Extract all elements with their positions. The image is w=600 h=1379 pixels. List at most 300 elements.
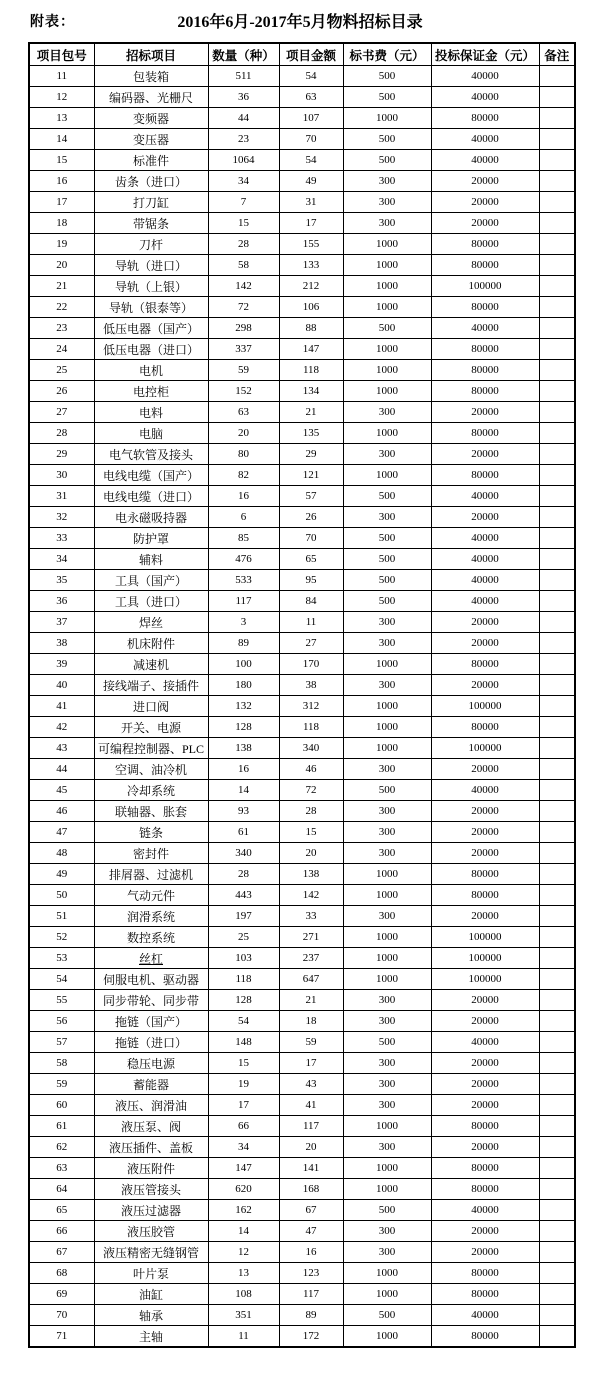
note-cell [539, 423, 575, 444]
note-cell [539, 87, 575, 108]
deposit-cell: 40000 [431, 1200, 539, 1221]
item-name-cell: 伺服电机、驱动器 [94, 969, 208, 990]
note-cell [539, 780, 575, 801]
note-cell [539, 612, 575, 633]
quantity-cell: 533 [208, 570, 279, 591]
deposit-cell: 80000 [431, 885, 539, 906]
item-name-cell: 导轨（进口） [94, 255, 208, 276]
package-no-cell: 35 [29, 570, 94, 591]
column-header: 项目包号 [29, 43, 94, 66]
deposit-cell: 100000 [431, 927, 539, 948]
amount-cell: 65 [279, 549, 343, 570]
note-cell [539, 66, 575, 87]
note-cell [539, 885, 575, 906]
deposit-cell: 80000 [431, 1179, 539, 1200]
fee-cell: 300 [343, 1053, 431, 1074]
column-header: 备注 [539, 43, 575, 66]
deposit-cell: 80000 [431, 1263, 539, 1284]
deposit-cell: 40000 [431, 1032, 539, 1053]
table-row [29, 612, 575, 633]
deposit-cell: 40000 [431, 150, 539, 171]
quantity-cell: 61 [208, 822, 279, 843]
deposit-cell: 20000 [431, 1242, 539, 1263]
note-cell [539, 717, 575, 738]
amount-cell: 168 [279, 1179, 343, 1200]
fee-cell: 1000 [343, 696, 431, 717]
table-row [29, 1179, 575, 1200]
deposit-cell: 20000 [431, 843, 539, 864]
item-name-cell: 工具（国产） [94, 570, 208, 591]
quantity-cell: 117 [208, 591, 279, 612]
quantity-cell: 197 [208, 906, 279, 927]
quantity-cell: 59 [208, 360, 279, 381]
fee-cell: 1000 [343, 108, 431, 129]
package-no-cell: 37 [29, 612, 94, 633]
quantity-cell: 128 [208, 717, 279, 738]
amount-cell: 107 [279, 108, 343, 129]
note-cell [539, 633, 575, 654]
item-name-cell: 电料 [94, 402, 208, 423]
fee-cell: 1000 [343, 1116, 431, 1137]
note-cell [539, 696, 575, 717]
column-header: 投标保证金（元） [431, 43, 539, 66]
package-no-cell: 25 [29, 360, 94, 381]
package-no-cell: 42 [29, 717, 94, 738]
amount-cell: 26 [279, 507, 343, 528]
appendix-label: 附表： [30, 15, 75, 30]
item-name-cell: 拖链（国产） [94, 1011, 208, 1032]
fee-cell: 1000 [343, 717, 431, 738]
amount-cell: 28 [279, 801, 343, 822]
note-cell [539, 276, 575, 297]
quantity-cell: 15 [208, 213, 279, 234]
item-name-cell: 可编程控制器、PLC [94, 738, 208, 759]
fee-cell: 300 [343, 612, 431, 633]
item-name-cell: 工具（进口） [94, 591, 208, 612]
amount-cell: 29 [279, 444, 343, 465]
package-no-cell: 46 [29, 801, 94, 822]
table-row [29, 1305, 575, 1326]
note-cell [539, 108, 575, 129]
package-no-cell: 40 [29, 675, 94, 696]
deposit-cell: 20000 [431, 402, 539, 423]
amount-cell: 133 [279, 255, 343, 276]
deposit-cell: 20000 [431, 1137, 539, 1158]
package-no-cell: 11 [29, 66, 94, 87]
table-row [29, 591, 575, 612]
amount-cell: 11 [279, 612, 343, 633]
deposit-cell: 80000 [431, 1326, 539, 1348]
fee-cell: 500 [343, 486, 431, 507]
table-row [29, 129, 575, 150]
deposit-cell: 80000 [431, 1116, 539, 1137]
table-row [29, 66, 575, 87]
quantity-cell: 11 [208, 1326, 279, 1348]
deposit-cell: 20000 [431, 1053, 539, 1074]
amount-cell: 43 [279, 1074, 343, 1095]
table-row [29, 150, 575, 171]
package-no-cell: 43 [29, 738, 94, 759]
quantity-cell: 28 [208, 864, 279, 885]
amount-cell: 118 [279, 717, 343, 738]
item-name-cell: 联轴器、胀套 [94, 801, 208, 822]
table-row [29, 1137, 575, 1158]
note-cell [539, 1074, 575, 1095]
fee-cell: 1000 [343, 297, 431, 318]
quantity-cell: 85 [208, 528, 279, 549]
quantity-cell: 16 [208, 486, 279, 507]
table-row [29, 906, 575, 927]
deposit-cell: 20000 [431, 1011, 539, 1032]
table-row [29, 969, 575, 990]
table-row [29, 507, 575, 528]
amount-cell: 647 [279, 969, 343, 990]
amount-cell: 121 [279, 465, 343, 486]
deposit-cell: 20000 [431, 759, 539, 780]
fee-cell: 1000 [343, 738, 431, 759]
package-no-cell: 24 [29, 339, 94, 360]
quantity-cell: 511 [208, 66, 279, 87]
fee-cell: 300 [343, 402, 431, 423]
quantity-cell: 100 [208, 654, 279, 675]
deposit-cell: 100000 [431, 738, 539, 759]
note-cell [539, 1095, 575, 1116]
item-name-cell: 电控柜 [94, 381, 208, 402]
package-no-cell: 57 [29, 1032, 94, 1053]
note-cell [539, 738, 575, 759]
fee-cell: 300 [343, 906, 431, 927]
fee-cell: 300 [343, 1242, 431, 1263]
amount-cell: 70 [279, 129, 343, 150]
deposit-cell: 20000 [431, 192, 539, 213]
table-row [29, 1200, 575, 1221]
item-name-cell: 液压、润滑油 [94, 1095, 208, 1116]
deposit-cell: 80000 [431, 234, 539, 255]
amount-cell: 46 [279, 759, 343, 780]
table-row [29, 549, 575, 570]
item-name-cell: 同步带轮、同步带 [94, 990, 208, 1011]
package-no-cell: 33 [29, 528, 94, 549]
package-no-cell: 61 [29, 1116, 94, 1137]
note-cell [539, 192, 575, 213]
amount-cell: 17 [279, 1053, 343, 1074]
note-cell [539, 1011, 575, 1032]
note-cell [539, 465, 575, 486]
package-no-cell: 48 [29, 843, 94, 864]
quantity-cell: 34 [208, 1137, 279, 1158]
table-row [29, 927, 575, 948]
quantity-cell: 54 [208, 1011, 279, 1032]
quantity-cell: 25 [208, 927, 279, 948]
item-name-cell: 防护罩 [94, 528, 208, 549]
amount-cell: 33 [279, 906, 343, 927]
deposit-cell: 20000 [431, 444, 539, 465]
package-no-cell: 66 [29, 1221, 94, 1242]
note-cell [539, 990, 575, 1011]
amount-cell: 70 [279, 528, 343, 549]
quantity-cell: 15 [208, 1053, 279, 1074]
quantity-cell: 36 [208, 87, 279, 108]
item-name-cell: 低压电器（国产） [94, 318, 208, 339]
quantity-cell: 108 [208, 1284, 279, 1305]
deposit-cell: 100000 [431, 969, 539, 990]
table-row [29, 297, 575, 318]
fee-cell: 500 [343, 1305, 431, 1326]
note-cell [539, 129, 575, 150]
table-row [29, 528, 575, 549]
item-name-cell: 液压附件 [94, 1158, 208, 1179]
amount-cell: 20 [279, 843, 343, 864]
fee-cell: 500 [343, 66, 431, 87]
item-name-cell: 低压电器（进口） [94, 339, 208, 360]
amount-cell: 54 [279, 150, 343, 171]
amount-cell: 134 [279, 381, 343, 402]
item-name-cell: 带锯条 [94, 213, 208, 234]
quantity-cell: 351 [208, 1305, 279, 1326]
quantity-cell: 19 [208, 1074, 279, 1095]
item-name-cell: 液压胶管 [94, 1221, 208, 1242]
fee-cell: 500 [343, 570, 431, 591]
item-name-cell: 蓄能器 [94, 1074, 208, 1095]
amount-cell: 135 [279, 423, 343, 444]
amount-cell: 63 [279, 87, 343, 108]
note-cell [539, 549, 575, 570]
item-name-cell: 进口阀 [94, 696, 208, 717]
deposit-cell: 20000 [431, 633, 539, 654]
fee-cell: 1000 [343, 864, 431, 885]
amount-cell: 89 [279, 1305, 343, 1326]
item-name-cell: 机床附件 [94, 633, 208, 654]
table-row [29, 360, 575, 381]
table-row [29, 696, 575, 717]
fee-cell: 1000 [343, 465, 431, 486]
item-name-cell: 液压过滤器 [94, 1200, 208, 1221]
quantity-cell: 337 [208, 339, 279, 360]
package-no-cell: 52 [29, 927, 94, 948]
note-cell [539, 591, 575, 612]
table-row [29, 1011, 575, 1032]
item-name-cell: 电永磁吸持器 [94, 507, 208, 528]
amount-cell: 41 [279, 1095, 343, 1116]
quantity-cell: 147 [208, 1158, 279, 1179]
amount-cell: 67 [279, 1200, 343, 1221]
note-cell [539, 1242, 575, 1263]
item-name-cell: 焊丝 [94, 612, 208, 633]
note-cell [539, 339, 575, 360]
table-row [29, 486, 575, 507]
table-row [29, 1074, 575, 1095]
table-row [29, 843, 575, 864]
item-name-cell: 包装箱 [94, 66, 208, 87]
quantity-cell: 1064 [208, 150, 279, 171]
fee-cell: 300 [343, 843, 431, 864]
table-row [29, 318, 575, 339]
quantity-cell: 443 [208, 885, 279, 906]
column-header: 标书费（元） [343, 43, 431, 66]
amount-cell: 123 [279, 1263, 343, 1284]
item-name-cell: 稳压电源 [94, 1053, 208, 1074]
item-name-cell: 减速机 [94, 654, 208, 675]
note-cell [539, 234, 575, 255]
deposit-cell: 80000 [431, 381, 539, 402]
fee-cell: 500 [343, 129, 431, 150]
note-cell [539, 654, 575, 675]
amount-cell: 88 [279, 318, 343, 339]
quantity-cell: 93 [208, 801, 279, 822]
table-row [29, 255, 575, 276]
deposit-cell: 20000 [431, 507, 539, 528]
quantity-cell: 66 [208, 1116, 279, 1137]
table-row [29, 1221, 575, 1242]
deposit-cell: 80000 [431, 339, 539, 360]
item-name-cell: 润滑系统 [94, 906, 208, 927]
package-no-cell: 20 [29, 255, 94, 276]
deposit-cell: 80000 [431, 423, 539, 444]
table-row [29, 948, 575, 969]
amount-cell: 170 [279, 654, 343, 675]
table-row [29, 1158, 575, 1179]
table-row [29, 759, 575, 780]
quantity-cell: 298 [208, 318, 279, 339]
amount-cell: 16 [279, 1242, 343, 1263]
deposit-cell: 80000 [431, 1284, 539, 1305]
fee-cell: 300 [343, 1137, 431, 1158]
amount-cell: 59 [279, 1032, 343, 1053]
quantity-cell: 103 [208, 948, 279, 969]
package-no-cell: 17 [29, 192, 94, 213]
package-no-cell: 60 [29, 1095, 94, 1116]
package-no-cell: 34 [29, 549, 94, 570]
item-name-cell: 电脑 [94, 423, 208, 444]
package-no-cell: 32 [29, 507, 94, 528]
quantity-cell: 12 [208, 1242, 279, 1263]
deposit-cell: 40000 [431, 780, 539, 801]
note-cell [539, 801, 575, 822]
amount-cell: 155 [279, 234, 343, 255]
item-name-cell: 接线端子、接插件 [94, 675, 208, 696]
item-name-cell: 液压精密无缝钢管 [94, 1242, 208, 1263]
deposit-cell: 20000 [431, 612, 539, 633]
fee-cell: 500 [343, 1032, 431, 1053]
note-cell [539, 1221, 575, 1242]
table-row [29, 87, 575, 108]
note-cell [539, 675, 575, 696]
table-row [29, 276, 575, 297]
table-row [29, 717, 575, 738]
package-no-cell: 59 [29, 1074, 94, 1095]
item-name-cell: 排屑器、过滤机 [94, 864, 208, 885]
item-name-cell: 冷却系统 [94, 780, 208, 801]
quantity-cell: 63 [208, 402, 279, 423]
deposit-cell: 20000 [431, 822, 539, 843]
package-no-cell: 14 [29, 129, 94, 150]
item-name-cell: 链条 [94, 822, 208, 843]
quantity-cell: 16 [208, 759, 279, 780]
quantity-cell: 6 [208, 507, 279, 528]
quantity-cell: 82 [208, 465, 279, 486]
note-cell [539, 486, 575, 507]
fee-cell: 300 [343, 1011, 431, 1032]
package-no-cell: 15 [29, 150, 94, 171]
note-cell [539, 507, 575, 528]
amount-cell: 38 [279, 675, 343, 696]
fee-cell: 500 [343, 318, 431, 339]
fee-cell: 1000 [343, 1326, 431, 1348]
amount-cell: 117 [279, 1116, 343, 1137]
package-no-cell: 55 [29, 990, 94, 1011]
table-row [29, 213, 575, 234]
amount-cell: 17 [279, 213, 343, 234]
item-name-cell: 液压管接头 [94, 1179, 208, 1200]
item-name-cell: 编码器、光栅尺 [94, 87, 208, 108]
note-cell [539, 171, 575, 192]
quantity-cell: 118 [208, 969, 279, 990]
note-cell [539, 255, 575, 276]
note-cell [539, 1284, 575, 1305]
item-name-cell: 叶片泵 [94, 1263, 208, 1284]
amount-cell: 212 [279, 276, 343, 297]
amount-cell: 57 [279, 486, 343, 507]
quantity-cell: 620 [208, 1179, 279, 1200]
deposit-cell: 100000 [431, 276, 539, 297]
fee-cell: 300 [343, 990, 431, 1011]
table-row [29, 654, 575, 675]
deposit-cell: 40000 [431, 66, 539, 87]
deposit-cell: 20000 [431, 1221, 539, 1242]
fee-cell: 500 [343, 528, 431, 549]
item-name-cell: 密封件 [94, 843, 208, 864]
table-row [29, 990, 575, 1011]
deposit-cell: 40000 [431, 318, 539, 339]
package-no-cell: 64 [29, 1179, 94, 1200]
table-row [29, 465, 575, 486]
fee-cell: 1000 [343, 1158, 431, 1179]
item-name-cell: 辅料 [94, 549, 208, 570]
fee-cell: 300 [343, 759, 431, 780]
fee-cell: 1000 [343, 339, 431, 360]
quantity-cell: 132 [208, 696, 279, 717]
item-name-cell: 电气软管及接头 [94, 444, 208, 465]
fee-cell: 500 [343, 780, 431, 801]
fee-cell: 1000 [343, 381, 431, 402]
item-name-cell: 空调、油冷机 [94, 759, 208, 780]
note-cell [539, 906, 575, 927]
table-row [29, 801, 575, 822]
amount-cell: 237 [279, 948, 343, 969]
table-row [29, 570, 575, 591]
fee-cell: 300 [343, 1221, 431, 1242]
amount-cell: 84 [279, 591, 343, 612]
column-header: 招标项目 [94, 43, 208, 66]
amount-cell: 141 [279, 1158, 343, 1179]
package-no-cell: 31 [29, 486, 94, 507]
deposit-cell: 20000 [431, 906, 539, 927]
package-no-cell: 68 [29, 1263, 94, 1284]
note-cell [539, 360, 575, 381]
deposit-cell: 80000 [431, 360, 539, 381]
fee-cell: 300 [343, 192, 431, 213]
table-row [29, 1116, 575, 1137]
fee-cell: 1000 [343, 885, 431, 906]
package-no-cell: 67 [29, 1242, 94, 1263]
item-name-cell: 标准件 [94, 150, 208, 171]
note-cell [539, 864, 575, 885]
quantity-cell: 148 [208, 1032, 279, 1053]
amount-cell: 271 [279, 927, 343, 948]
amount-cell: 172 [279, 1326, 343, 1348]
package-no-cell: 13 [29, 108, 94, 129]
table-header-row [29, 43, 575, 66]
